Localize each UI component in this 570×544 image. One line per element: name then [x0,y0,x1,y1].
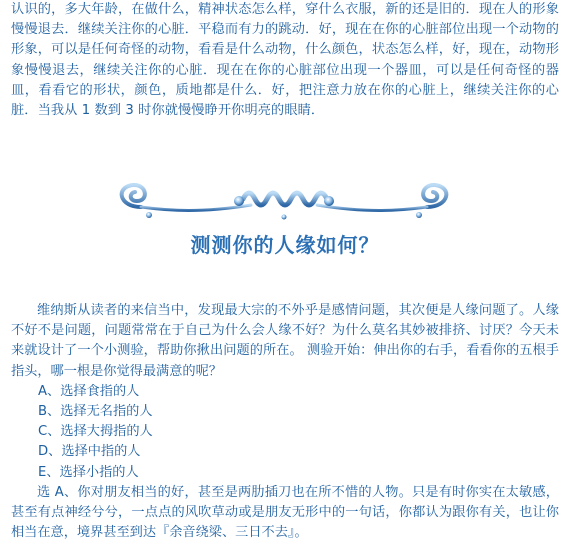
intro-paragraph: 认识的，多大年龄，在做什么，精神状态怎么样，穿什么衣服，新的还是旧的．现在人的形象慢慢退去．继续关注你的心脏．平稳而有力的跳动．好，现在在你的心脏部位出现一个动物的形象，可以是任何奇怪的动物，看看是什么动物，什么颜色，状态怎么样，好，现在，动物形象慢慢退去，继续关注你的心脏．现在在你的心脏部位出现一个器皿，可以是任何奇怪的器皿，看看它的形状，颜色，质地都是什么．好，把注意力放在你的心脏上，继续关注你的心脏．当我从 1 数到 3 时你就慢慢睁开你明亮的眼睛． [11,2,559,119]
answer-a-paragraph: 选 A、你对朋友相当的好，甚至是两肋插刀也在所不惜的人物。只是有时你实在太敏感，甚至有点神经兮兮，一点点的风吹草动或是朋友无形中的一句话，你都认为跟你有关，也让你相当在意，境界甚至到达『余音绕梁、三日不去』。 [11,484,559,541]
article-body [11,301,559,543]
option-c: C、选择大拇指的人 [38,424,153,440]
right-orb-icon [324,196,334,206]
left-swirl-icon [122,185,145,207]
option-d: D、选择中指的人 [38,444,141,460]
article-title: 测测你的人缘如何？ [190,233,380,257]
question-paragraph: 维纳斯从读者的来信当中，发现最大宗的不外乎是感情问题，其次便是人缘问题了。人缘不好不是问题，问题常常在于自己为什么会人缘不好？为什么莫名其妙被排挤、讨厌？今天未来就设计了一个小测验，帮助你揪出问题的所在。 测验开始：伸出你的右手，看看你的五根手指头，哪一根是你觉得最满意的呢？ [11,303,559,379]
option-b: B、选择无名指的人 [38,404,153,420]
left-orb-icon [234,196,244,206]
ornamental-divider [111,177,457,225]
right-swirl-icon [423,185,446,207]
option-e: E、选择小指的人 [38,464,139,480]
option-a: A、选择食指的人 [38,383,140,399]
